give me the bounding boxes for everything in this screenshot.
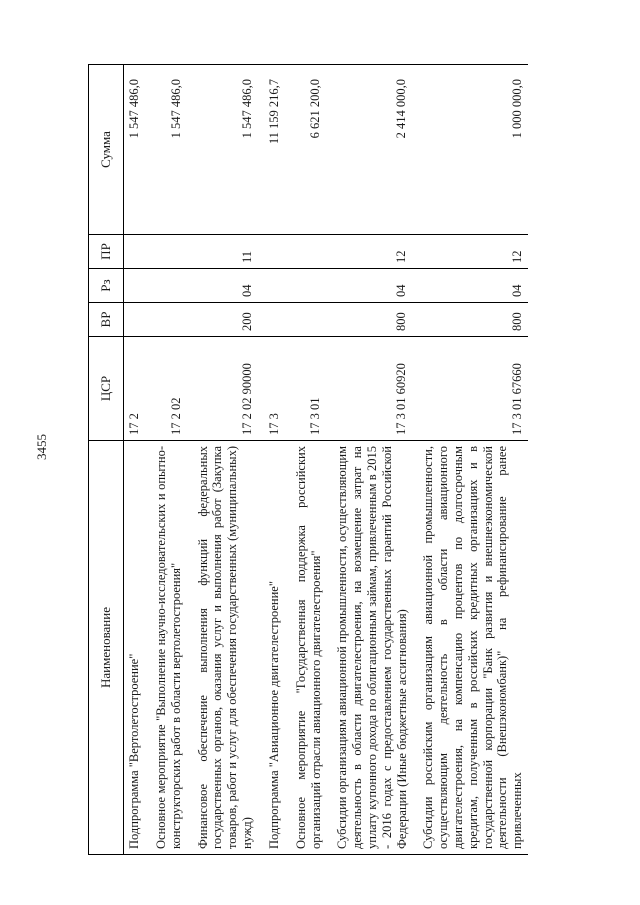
header-pr: ПР	[89, 235, 124, 269]
row-pr	[258, 235, 285, 269]
row-rz: 04	[187, 269, 258, 303]
row-name: Подпрограмма "Авиационное двигателестроение"	[258, 441, 285, 855]
row-pr	[285, 235, 327, 269]
table-row	[326, 65, 412, 855]
row-csr: 17 3	[258, 337, 285, 441]
header-csr: ЦСР	[89, 337, 124, 441]
table-header-row	[89, 65, 124, 855]
row-rz: 04	[326, 269, 412, 303]
row-csr: 17 2 02	[145, 337, 187, 441]
header-sum: Сумма	[89, 65, 124, 235]
header-name: Наименование	[89, 441, 124, 855]
row-rz: 04	[412, 269, 528, 303]
row-pr	[124, 235, 146, 269]
row-csr: 17 2 02 90000	[187, 337, 258, 441]
row-vr	[124, 303, 146, 337]
row-pr	[145, 235, 187, 269]
row-sum: 2 414 000,0	[326, 65, 412, 235]
row-csr: 17 3 01 60920	[326, 337, 412, 441]
row-sum: 1 547 486,0	[145, 65, 187, 235]
row-rz	[124, 269, 146, 303]
row-pr: 11	[187, 235, 258, 269]
header-vr: ВР	[89, 303, 124, 337]
row-csr: 17 2	[124, 337, 146, 441]
table-row	[187, 65, 258, 855]
row-sum: 6 621 200,0	[285, 65, 327, 235]
row-sum: 11 159 216,7	[258, 65, 285, 235]
row-rz	[285, 269, 327, 303]
row-name: Финансовое обеспечение выполнения функций федеральных государственных органов, оказания услуг и выполнения работ (Закупка товаров, работ и услуг для обеспечения государственных (муниципальных) нужд)	[187, 441, 258, 855]
row-name: Подпрограмма "Вертолетостроение"	[124, 441, 146, 855]
header-rz: Рз	[89, 269, 124, 303]
row-rz	[258, 269, 285, 303]
row-name: Основное мероприятие "Выполнение научно-исследовательских и опытно-конструкторских работ в области вертолетостроения"	[145, 441, 187, 855]
row-rz	[145, 269, 187, 303]
row-vr: 800	[326, 303, 412, 337]
row-sum: 1 547 486,0	[187, 65, 258, 235]
row-name: Основное мероприятие "Государственная поддержка российских организаций отрасли авиационного двигателестроения"	[285, 441, 327, 855]
row-pr: 12	[412, 235, 528, 269]
row-vr	[145, 303, 187, 337]
row-vr: 200	[187, 303, 258, 337]
row-vr: 800	[412, 303, 528, 337]
row-name: Субсидии российским организациям авиационной промышленности, осуществляющим деятельность в области авиационного двигателестроения, на компенсацию процентов по долгосрочным кредитам, полученным в российских кредитных организациях и в государственной корпорации "Банк развития и внешнеэкономической деятельности (Внешэкономбанк)" на рефинансирование ранее привлеченных	[412, 441, 528, 855]
page-number: 3455	[34, 434, 49, 460]
row-pr: 12	[326, 235, 412, 269]
table-row	[285, 65, 327, 855]
table-row	[258, 65, 285, 855]
table-row	[124, 65, 146, 855]
budget-table-container	[88, 65, 608, 855]
row-vr	[258, 303, 285, 337]
row-vr	[285, 303, 327, 337]
table-row	[412, 65, 528, 855]
row-name: Субсидии организациям авиационной промышленности, осуществляющим деятельность в области двигателестроения, на возмещение затрат на уплату купонного дохода по облигационным займам, привлеченным в 2015 - 2016 годах с предоставлением государственных гарантий Российской Федерации (Иные бюджетные ассигнования)	[326, 441, 412, 855]
row-sum: 1 000 000,0	[412, 65, 528, 235]
budget-table	[88, 64, 528, 855]
row-csr: 17 3 01	[285, 337, 327, 441]
row-sum: 1 547 486,0	[124, 65, 146, 235]
row-csr: 17 3 01 67660	[412, 337, 528, 441]
table-row	[145, 65, 187, 855]
